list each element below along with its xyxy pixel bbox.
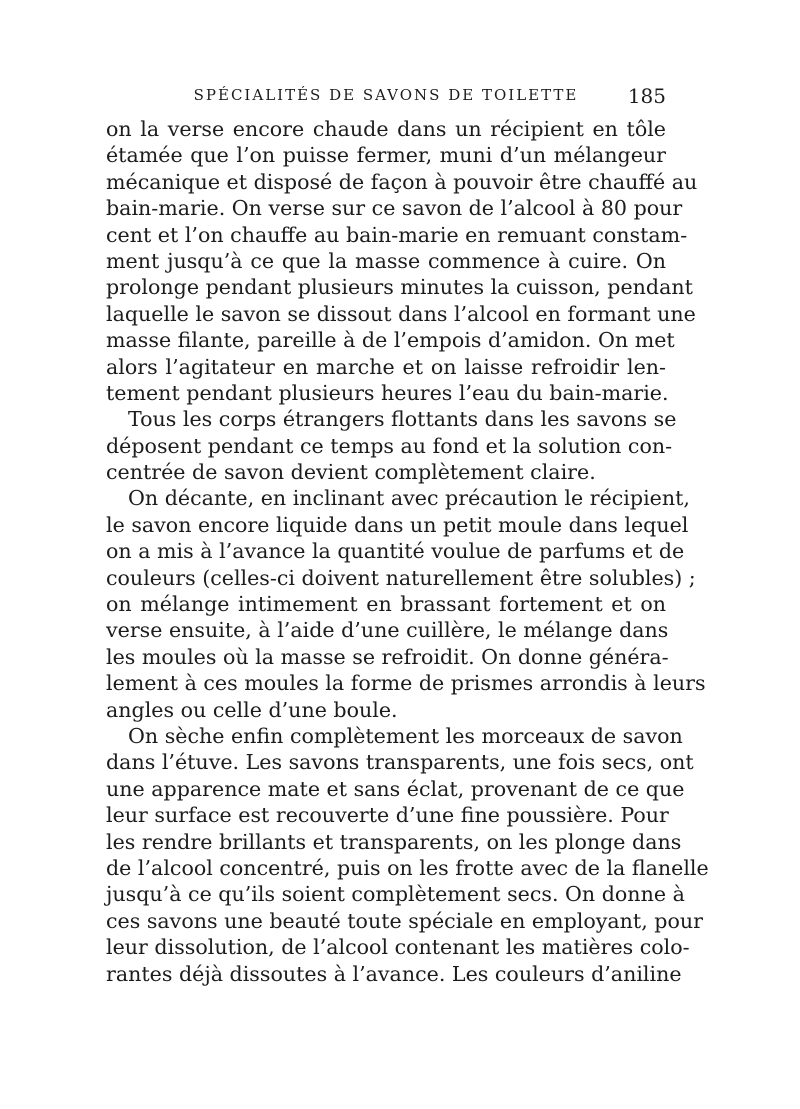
text-line: on la verse encore chaude dans un récipient en tôle xyxy=(106,117,666,141)
text-line: On sèche enfin complètement les morceaux de savon xyxy=(128,723,683,748)
text-line: On décante, en inclinant avec précaution le récipient, xyxy=(128,486,690,511)
text-line: laquelle le savon se dissout dans l’alcool en formant une xyxy=(106,301,696,326)
text-line: leur dissolution, de l’alcool contenant les matières colo- xyxy=(106,935,690,960)
body-text xyxy=(106,116,709,987)
text-line: ment jusqu’à ce que la masse commence à cuire. On xyxy=(106,248,666,273)
text-line: centrée de savon devient complètement claire. xyxy=(106,460,596,485)
text-line: cent et l’on chauffe au bain-marie en remuant constam- xyxy=(106,222,688,247)
text-line: leur surface est recouverte d’une fine poussière. Pour xyxy=(106,803,669,828)
text-line: le savon encore liquide dans un petit moule dans lequel xyxy=(106,512,689,537)
text-line: jusqu’à ce qu’ils soient complètement secs. On donne à xyxy=(106,882,685,907)
text-line: de l’alcool concentré, puis on les frotte avec de la flanelle xyxy=(106,855,709,880)
text-line: mécanique et disposé de façon à pouvoir être chauffé au xyxy=(106,169,698,194)
text-line: les moules où la masse se refroidit. On donne généra- xyxy=(106,644,669,669)
text-line: lement à ces moules la forme de prismes arrondis à leurs xyxy=(106,671,706,696)
text-line: tement pendant plusieurs heures l’eau du bain-marie. xyxy=(106,380,669,405)
text-line: prolonge pendant plusieurs minutes la cuisson, pendant xyxy=(106,275,693,300)
text-line: déposent pendant ce temps au fond et la solution con- xyxy=(106,433,673,458)
text-line: ces savons une beauté toute spéciale en employant, pour xyxy=(106,908,703,933)
running-head xyxy=(106,86,666,110)
running-title: SPÉCIALITÉS DE SAVONS DE TOILETTE xyxy=(193,86,579,104)
text-line: les rendre brillants et transparents, on les plonge dans xyxy=(106,829,682,854)
page-number: 185 xyxy=(627,84,666,108)
text-line: on mélange intimement en brassant fortement et on xyxy=(106,592,666,617)
text-line: rantes déjà dissoutes à l’avance. Les couleurs d’aniline xyxy=(106,961,682,986)
text-line: angles ou celle d’une boule. xyxy=(106,697,398,722)
text-line: on a mis à l’avance la quantité voulue de parfums et de xyxy=(106,539,685,564)
text-line: étamée que l’on puisse fermer, muni d’un mélangeur xyxy=(106,143,666,168)
text-line: masse filante, pareille à de l’empois d’amidon. On met xyxy=(106,328,675,353)
text-line: une apparence mate et sans éclat, provenant de ce que xyxy=(106,776,685,801)
text-line: verse ensuite, à l’aide d’une cuillère, le mélange dans xyxy=(106,618,669,643)
text-line: alors l’agitateur en marche et on laisse refroidir len- xyxy=(106,354,666,379)
text-line: dans l’étuve. Les savons transparents, une fois secs, ont xyxy=(106,750,694,775)
text-line: Tous les corps étrangers flottants dans les savons se xyxy=(128,407,677,432)
text-line: couleurs (celles-ci doivent naturellement être solubles) ; xyxy=(106,565,696,590)
text-line: bain-marie. On verse sur ce savon de l’alcool à 80 pour xyxy=(106,196,683,221)
